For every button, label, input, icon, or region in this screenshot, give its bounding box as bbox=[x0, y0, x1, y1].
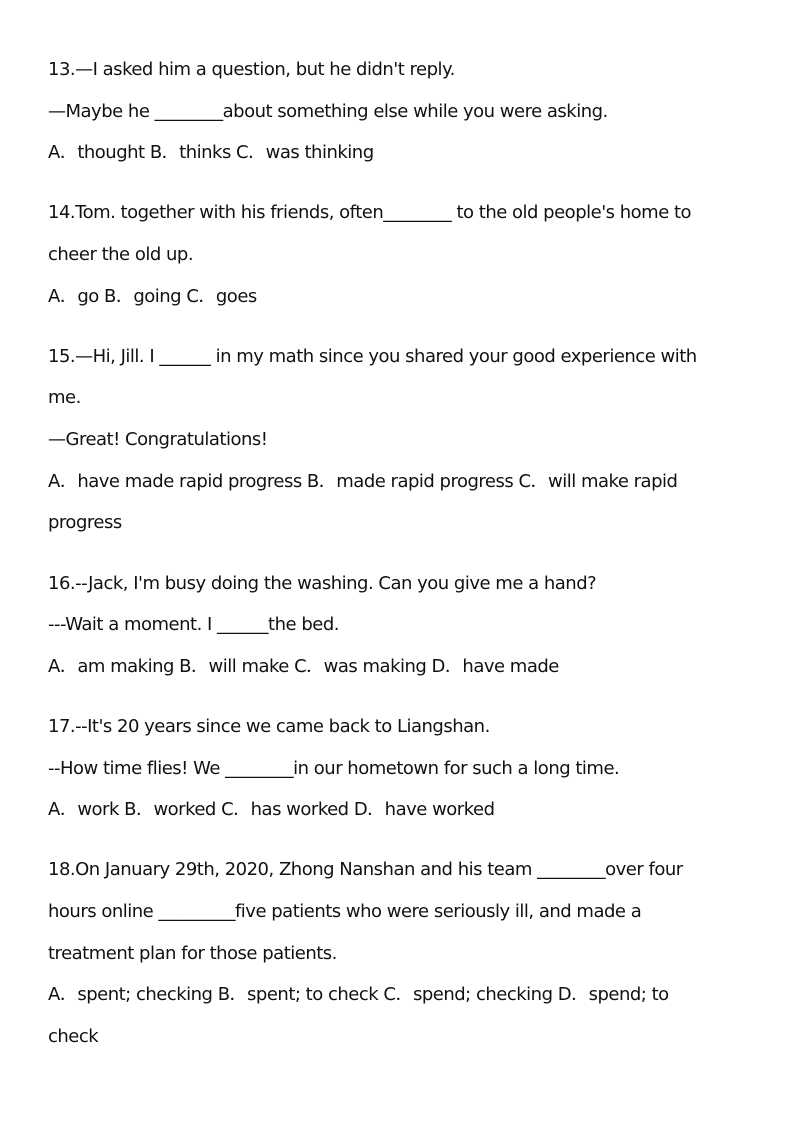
question-15-options: A．have made rapid progress B．made rapid progress C．will make rapid bbox=[48, 471, 678, 492]
question-13-stem: 13.—I asked him a question, but he didn't reply. bbox=[48, 59, 455, 80]
question-18-stem: 18.On January 29th, 2020, Zhong Nanshan and his team ________over four bbox=[48, 859, 683, 880]
question-13-reply: —Maybe he ________about something else while you were asking. bbox=[48, 101, 608, 122]
question-13-options: A．thought B．thinks C．was thinking bbox=[48, 142, 374, 163]
question-14-stem: 14.Tom. together with his friends, often________ to the old people's home to bbox=[48, 202, 692, 223]
question-18-options: A．spent; checking B．spent; to check C．spend; checking D．spend; to bbox=[48, 984, 669, 1005]
question-18-stem-cont: hours online _________five patients who were seriously ill, and made a bbox=[48, 901, 642, 922]
question-16-stem: 16.--Jack, I'm busy doing the washing. Can you give me a hand? bbox=[48, 573, 597, 594]
question-17-options: A．work B．worked C．has worked D．have worked bbox=[48, 799, 495, 820]
question-15-reply: —Great! Congratulations! bbox=[48, 429, 268, 450]
question-16-options: A．am making B．will make C．was making D．have made bbox=[48, 656, 559, 677]
question-18-stem-cont-2: treatment plan for those patients. bbox=[48, 943, 337, 964]
question-17-reply: --How time flies! We ________in our hometown for such a long time. bbox=[48, 758, 620, 779]
question-16-reply: ---Wait a moment. I ______the bed. bbox=[48, 614, 339, 635]
question-14-stem-cont: cheer the old up. bbox=[48, 244, 194, 265]
question-14-options: A．go B．going C．goes bbox=[48, 286, 257, 307]
question-17-stem: 17.--It's 20 years since we came back to Liangshan. bbox=[48, 716, 490, 737]
question-15-stem-cont: me. bbox=[48, 387, 81, 408]
question-15-options-cont: progress bbox=[48, 512, 122, 533]
question-18-options-cont: check bbox=[48, 1026, 99, 1047]
question-15-stem: 15.—Hi, Jill. I ______ in my math since you shared your good experience with bbox=[48, 346, 697, 367]
